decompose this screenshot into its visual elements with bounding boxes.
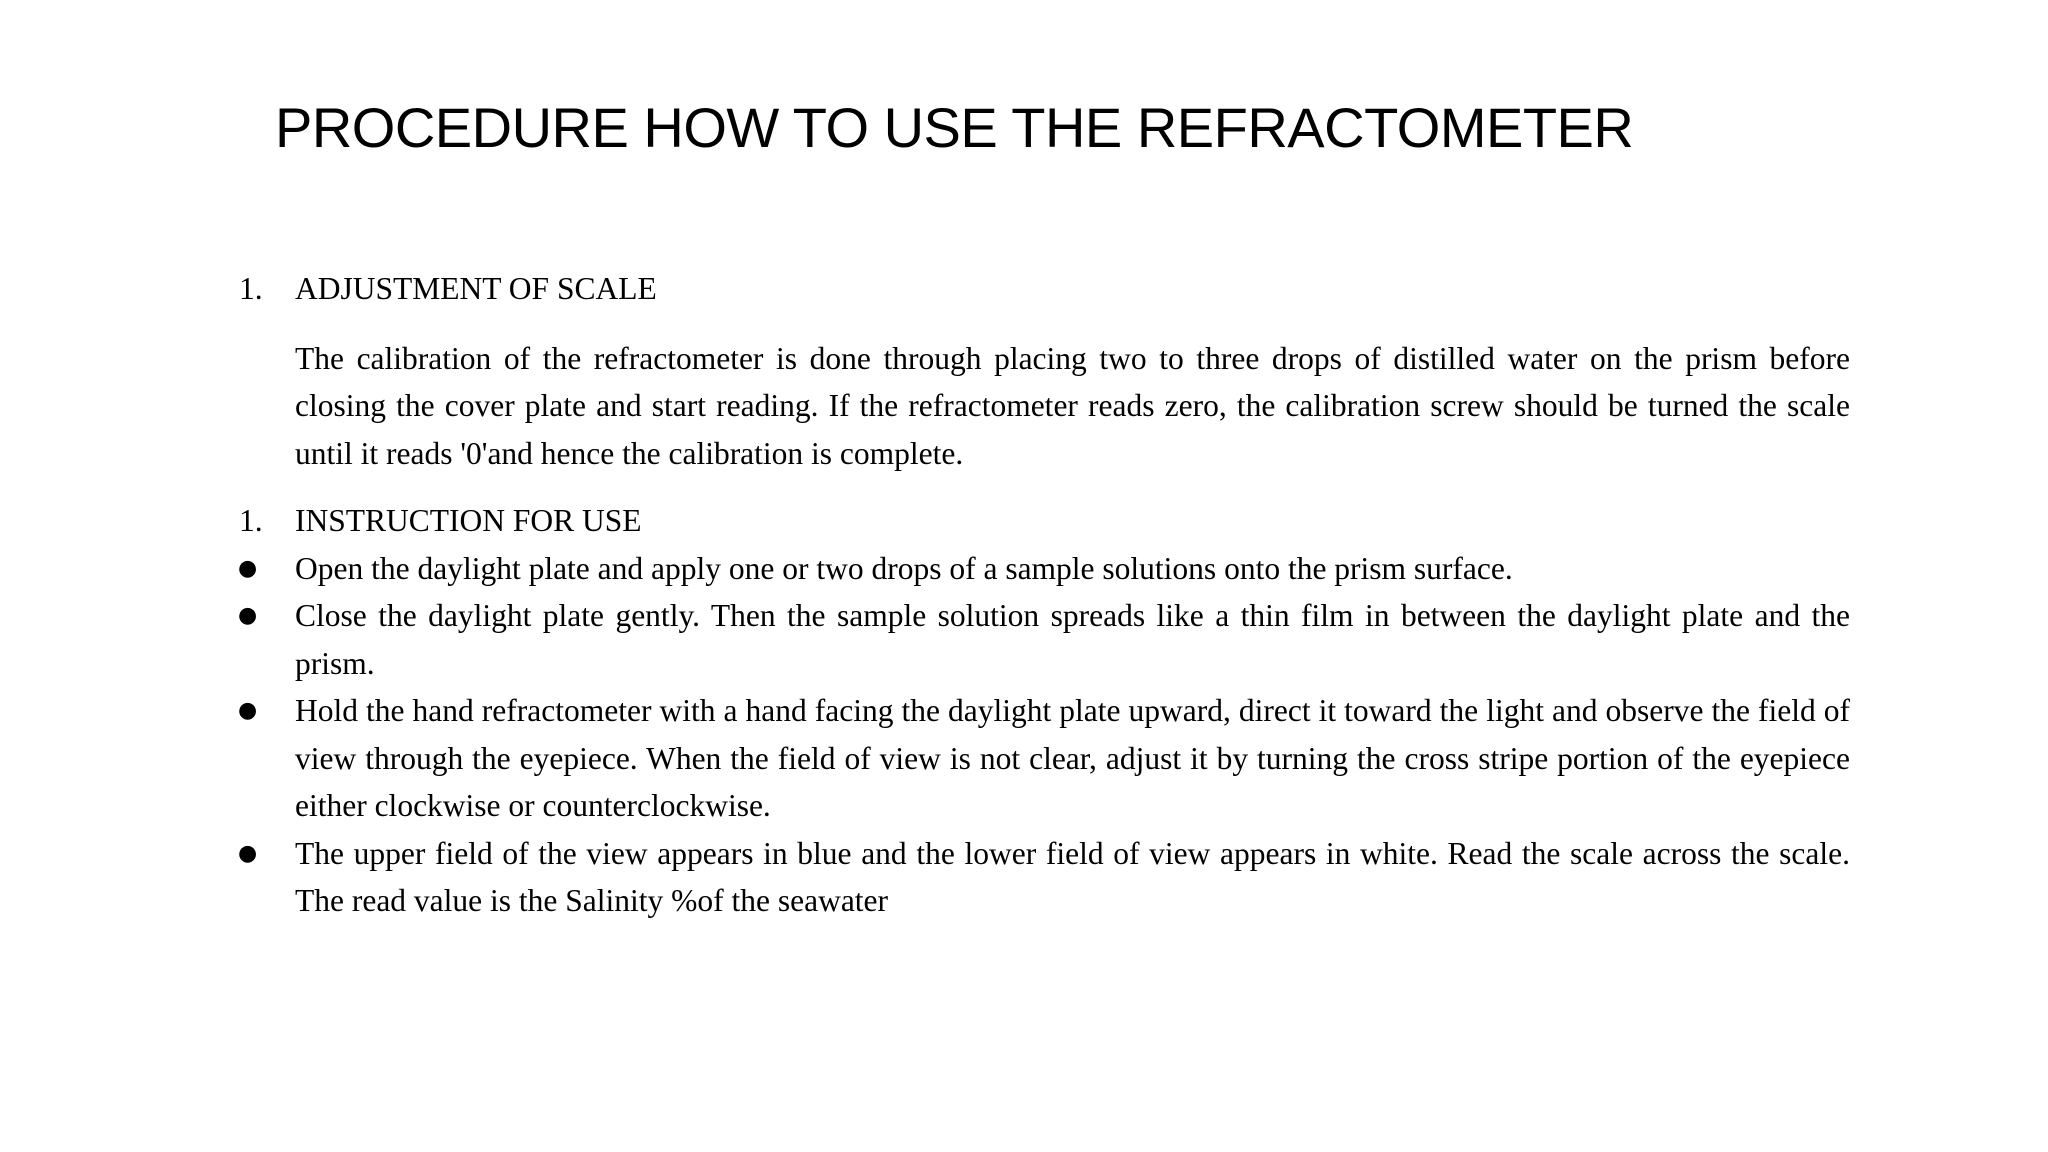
bullet-dot-icon: ● — [238, 840, 258, 866]
list-item-text: The upper field of the view appears in blue and the lower field of view appears in white. Read the scale across the scale. The read value is the Salinity %of the seawater — [295, 835, 1850, 918]
list-item — [235, 830, 1850, 925]
list-item — [235, 592, 1850, 687]
list-item — [235, 687, 1850, 830]
section-heading-instruction — [235, 497, 1850, 545]
instruction-list — [235, 545, 1850, 925]
calibration-paragraph: The calibration of the refractometer is done through placing two to three drops of distilled water on the prism before closing the cover plate and start reading. If the refractometer reads zero, the calibration screw should be turned the scale until it reads '0'and hence the calibration is complete. — [295, 340, 1850, 471]
section-number: 1. — [239, 271, 263, 306]
list-item-text: Open the daylight plate and apply one or two drops of a sample solutions onto the prism surface. — [295, 550, 1513, 586]
list-item-text: Hold the hand refractometer with a hand facing the daylight plate upward, direct it toward the light and observe the field of view through the eyepiece. When the field of view is not clear, adjust it by turning the cross stripe portion of the eyepiece either clockwise or counterclockwise. — [295, 693, 1850, 823]
section-title: INSTRUCTION FOR USE — [295, 503, 642, 538]
bullet-dot-icon: ● — [238, 698, 258, 723]
list-item-text: Close the daylight plate gently. Then the sample solution spreads like a thin film in between the daylight plate and the prism. — [295, 598, 1850, 681]
document-body — [235, 265, 1850, 925]
section-title: ADJUSTMENT OF SCALE — [295, 271, 657, 306]
section-number: 1. — [239, 503, 263, 538]
section-heading-adjustment — [235, 265, 1850, 313]
list-item — [235, 545, 1850, 593]
bullet-dot-icon: ● — [238, 555, 258, 581]
bullet-dot-icon: ● — [238, 603, 258, 628]
page-title: PROCEDURE HOW TO USE THE REFRACTOMETER — [275, 96, 1634, 159]
